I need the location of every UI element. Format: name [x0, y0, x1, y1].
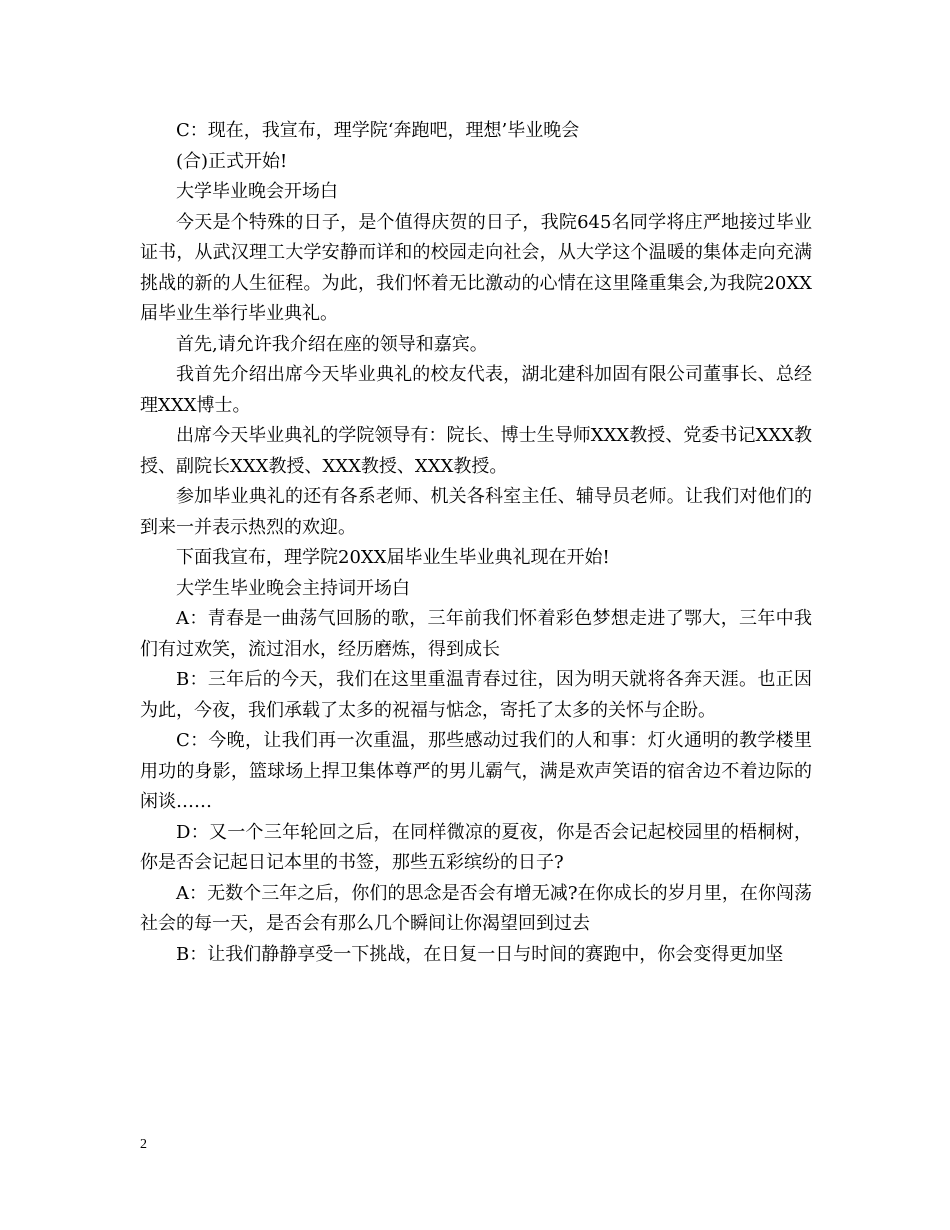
paragraph: B：三年后的今天，我们在这里重温青春过往，因为明天就将各奔天涯。也正因为此，今夜，我们承载了太多的祝福与惦念，寄托了太多的关怀与企盼。 — [140, 669, 812, 721]
paragraph: (合)正式开始! — [176, 150, 288, 172]
paragraph: 出席今天毕业典礼的学院领导有：院长、博士生导师XXX教授、党委书记XXX教授、副院长XXX教授、XXX教授、XXX教授。 — [140, 425, 812, 477]
paragraph: C：今晚，让我们再一次重温，那些感动过我们的人和事：灯火通明的教学楼里用功的身影，篮球场上捍卫集体尊严的男儿霸气，满是欢声笑语的宿舍边不着边际的闲谈…… — [140, 730, 812, 812]
paragraph: 首先,请允许我介绍在座的领导和嘉宾。 — [176, 333, 488, 355]
paragraph: 参加毕业典礼的还有各系老师、机关各科室主任、辅导员老师。让我们对他们的到来一并表示热烈的欢迎。 — [140, 486, 812, 538]
paragraph: A：青春是一曲荡气回肠的歌，三年前我们怀着彩色梦想走进了鄂大，三年中我们有过欢笑，流过泪水，经历磨炼，得到成长 — [140, 608, 812, 660]
paragraph: D：又一个三年轮回之后，在同样微凉的夏夜，你是否会记起校园里的梧桐树，你是否会记起日记本里的书签，那些五彩缤纷的日子? — [140, 821, 812, 873]
paragraph: 我首先介绍出席今天毕业典礼的校友代表，湖北建科加固有限公司董事长、总经理XXX博士。 — [140, 364, 812, 416]
section-heading: 大学生毕业晚会主持词开场白 — [176, 577, 410, 599]
paragraph: B：让我们静静享受一下挑战，在日复一日与时间的赛跑中，你会变得更加坚 — [176, 943, 784, 965]
page-number: 2 — [140, 1137, 147, 1152]
paragraph: C：现在，我宣布，理学院‘奔跑吧，理想’毕业晚会 — [176, 120, 580, 141]
paragraph: 下面我宣布，理学院20XX届毕业生毕业典礼现在开始! — [176, 547, 610, 568]
document-body — [140, 116, 812, 970]
paragraph: 今天是个特殊的日子，是个值得庆贺的日子，我院645名同学将庄严地接过毕业证书，从武汉理工大学安静而详和的校园走向社会，从大学这个温暖的集体走向充满挑战的新的人生征程。为此，我们怀着无比激动的心情在这里隆重集会,为我院20XX届毕业生举行毕业典礼。 — [140, 211, 812, 324]
section-heading: 大学毕业晚会开场白 — [176, 181, 338, 202]
paragraph: A：无数个三年之后，你们的思念是否会有增无减?在你成长的岁月里，在你闯荡社会的每一天，是否会有那么几个瞬间让你渴望回到过去 — [140, 882, 812, 934]
